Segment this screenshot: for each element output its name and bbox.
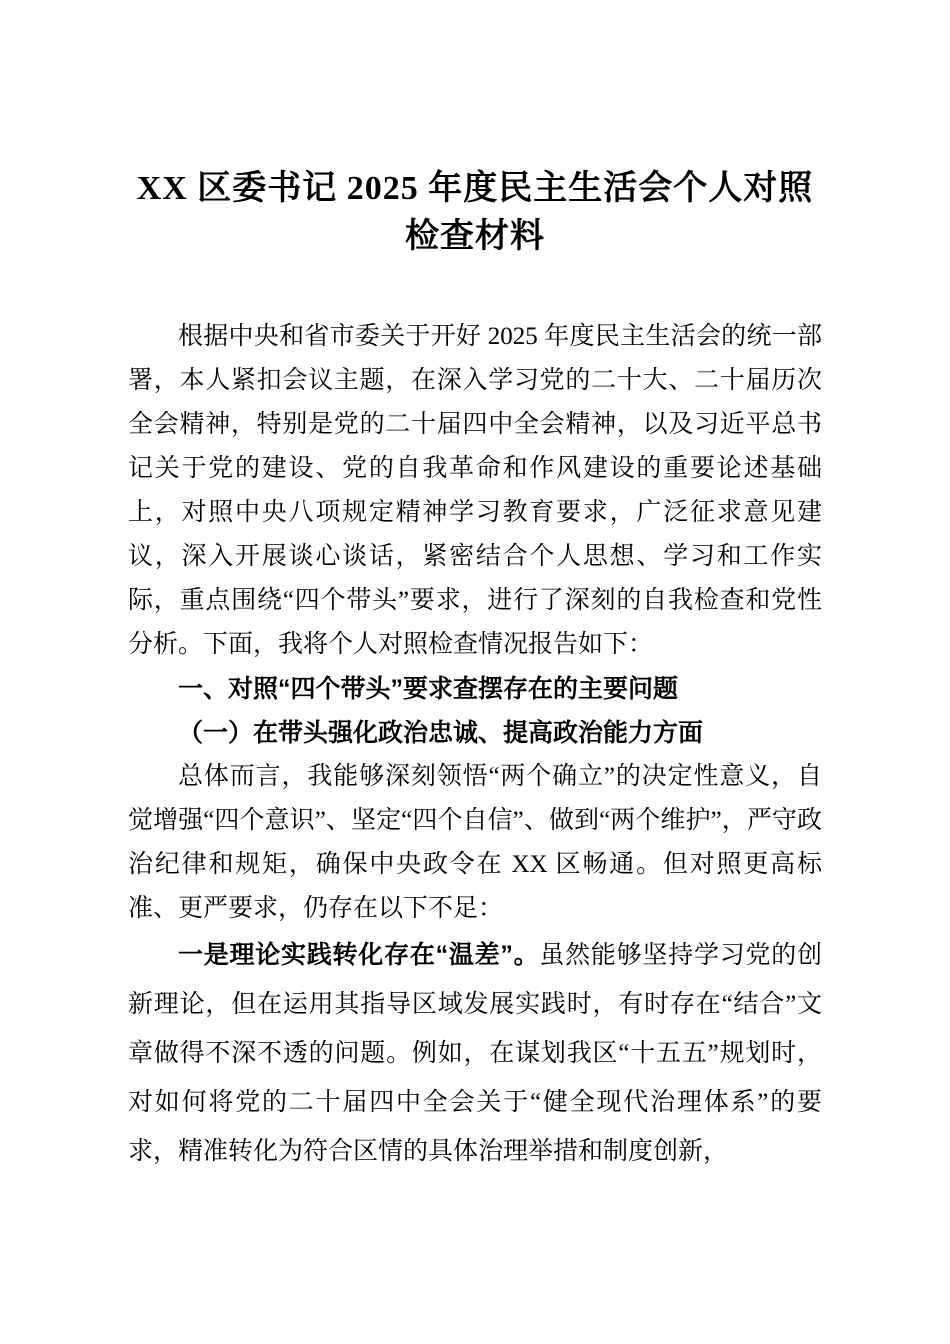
paragraph-issue-one-body: 虽然能够坚持学习党的创新理论，但在运用其指导区域发展实践时，有时存在“结合”文章做得不深不透的问题。例如，在谋划我区“十五五”规划时，对如何将党的二十届四中全会关于“健全现代治理体系”的要求，精准转化为符合区情的具体治理举措和制度创新， [128,942,822,1165]
document-title: XX 区委书记 2025 年度民主生活会个人对照检查材料 [136,170,814,255]
paragraph-intro: 根据中央和省市委关于开好 2025 年度民主生活会的统一部署，本人紧扣会议主题，在深入学习党的二十大、二十届历次全会精神，特别是党的二十届四中全会精神，以及习近平总书记关于党的建设、党的自我革命和作风建设的重要论述基础上，对照中央八项规定精神学习教育要求，广泛征求意见建议，深入开展谈心谈话，紧密结合个人思想、学习和工作实际，重点围绕“四个带头”要求，进行了深刻的自我检查和党性分析。下面，我将个人对照检查情况报告如下： [128,323,822,658]
paragraph-issue-one-lead: 一是理论实践转化存在“温差”。 [178,941,540,969]
paragraph-issue-one [128,931,822,1176]
section-heading-political-loyalty: （一）在带头强化政治忠诚、提高政治能力方面 [178,719,704,747]
section-heading-main-problems: 一、对照“四个带头”要求查摆存在的主要问题 [178,675,679,703]
paragraph-overview: 总体而言，我能够深刻领悟“两个确立”的决定性意义，自觉增强“四个意识”、坚定“四个自信”、做到“两个维护”，严守政治纪律和规矩，确保中央政令在 XX 区畅通。但对照更高标准、更严要求，仍存在以下不足： [128,763,822,922]
